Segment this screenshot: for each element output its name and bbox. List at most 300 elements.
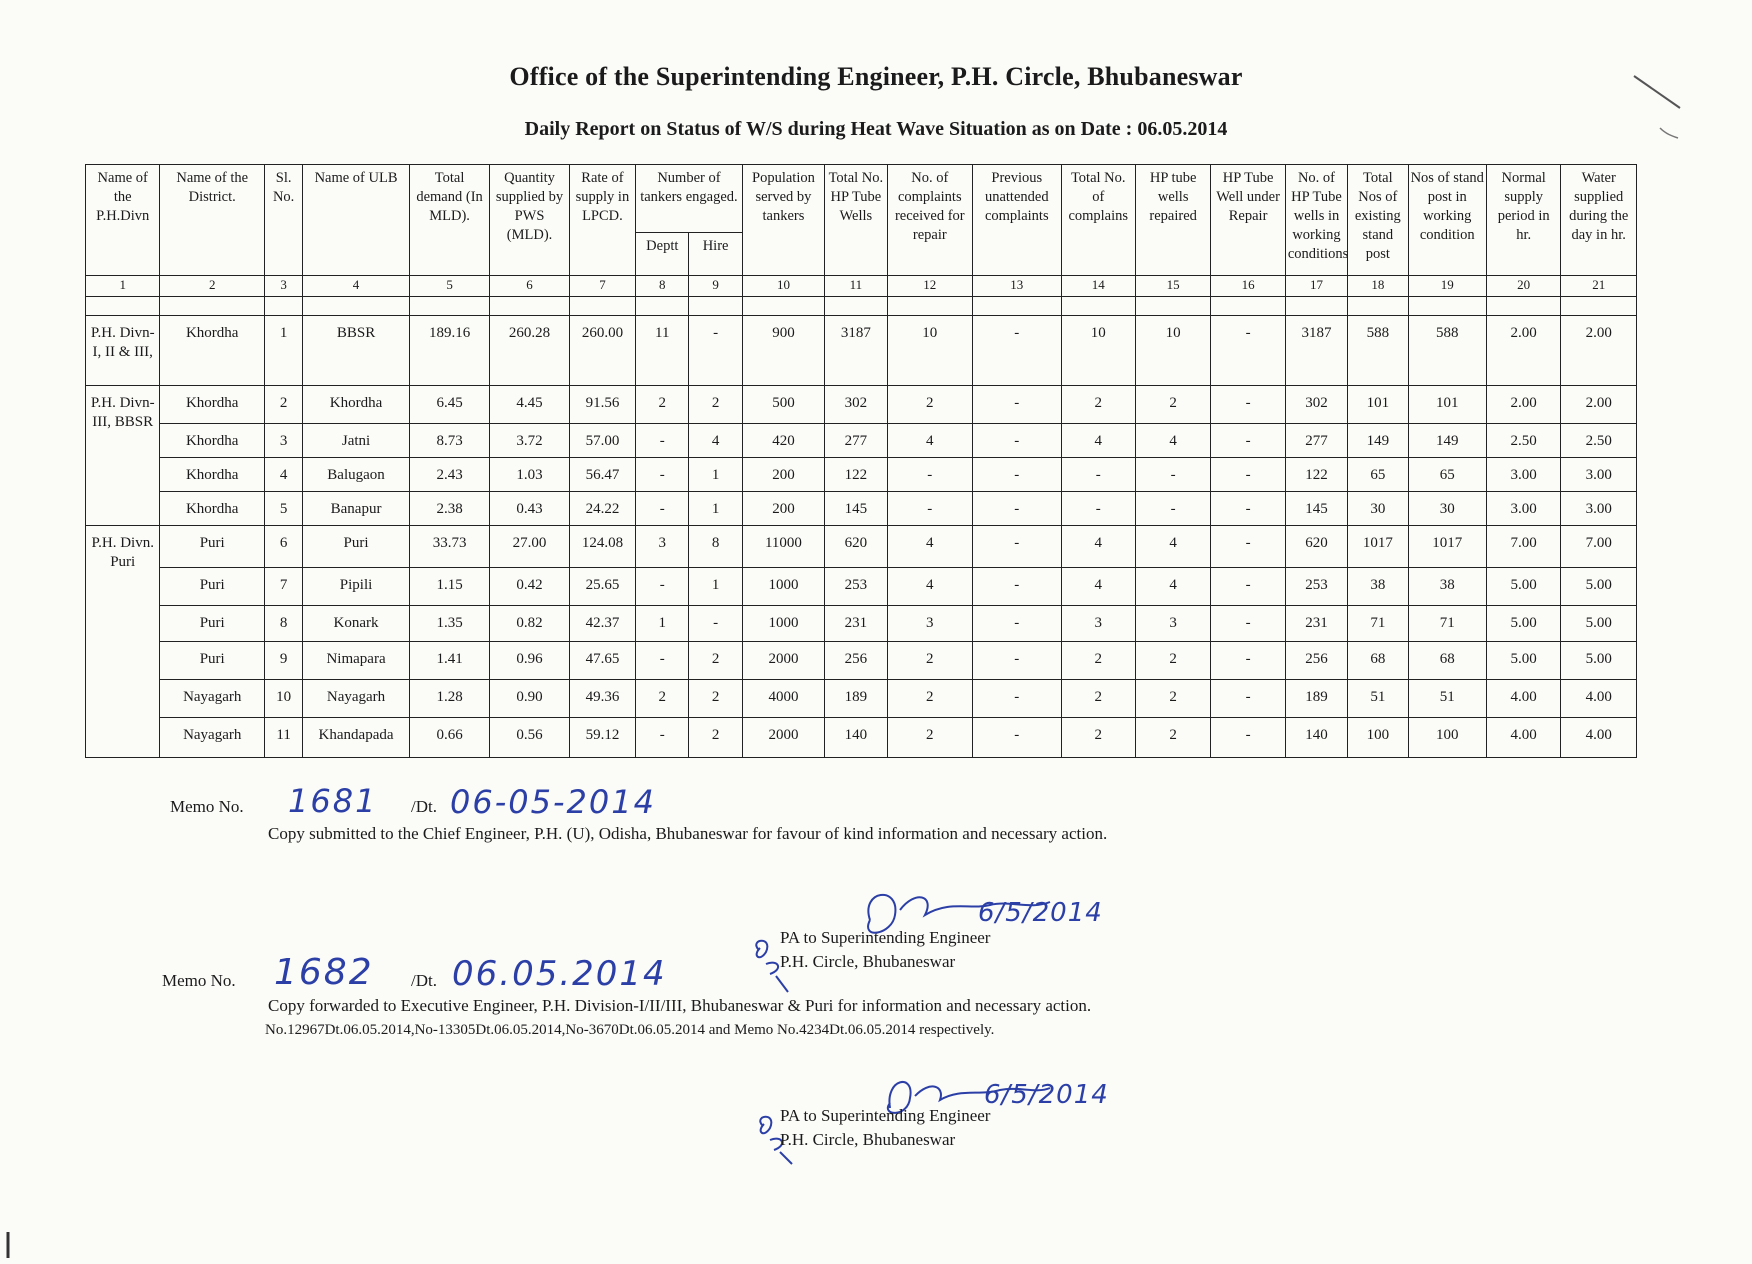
table-cell: - [973,606,1062,642]
table-cell: Nayagarh [303,680,410,718]
table-cell: 149 [1408,424,1486,458]
table-cell: - [887,458,972,492]
table-cell: 3.72 [490,424,569,458]
table-cell: - [1211,718,1285,758]
table-cell: 2.00 [1486,316,1560,386]
header-stand-post-total: Total Nos of existing stand post [1348,165,1408,276]
signature1-line2: P.H. Circle, Bhubaneswar [780,952,956,971]
blank-cell [490,297,569,316]
blank-cell [887,297,972,316]
table-cell: - [1211,680,1285,718]
signature1-block [780,926,990,974]
table-cell: - [973,424,1062,458]
table-cell: 124.08 [569,526,635,568]
table-cell: Banapur [303,492,410,526]
report-title: Office of the Superintending Engineer, P.H. Circle, Bhubaneswar [509,62,1243,91]
table-cell: 4.00 [1486,680,1560,718]
column-number: 11 [825,276,887,297]
table-cell: 0.82 [490,606,569,642]
table-cell: 145 [825,492,887,526]
table-row [86,386,1637,424]
signature2-line2: P.H. Circle, Bhubaneswar [780,1130,956,1149]
table-cell: 30 [1348,492,1408,526]
table-row [86,458,1637,492]
table-cell: - [1211,316,1285,386]
table-cell: 1000 [742,568,824,606]
table-cell: 2.50 [1561,424,1637,458]
table-cell: 2 [689,718,742,758]
table-cell: 65 [1408,458,1486,492]
table-cell: 2.00 [1561,386,1637,424]
table-cell: 2 [1135,718,1210,758]
table-cell: - [973,642,1062,680]
column-number: 6 [490,276,569,297]
table-cell: Khordha [160,458,265,492]
table-cell: 149 [1348,424,1408,458]
column-number: 17 [1285,276,1347,297]
table-cell: 189.16 [409,316,489,386]
table-cell: - [973,316,1062,386]
column-number: 2 [160,276,265,297]
table-cell: 2 [1061,642,1135,680]
table-cell: 1017 [1348,526,1408,568]
header-hp-repaired: HP tube wells repaired [1135,165,1210,276]
table-cell: 24.22 [569,492,635,526]
table-cell: 189 [1285,680,1347,718]
table-row [86,680,1637,718]
table-cell: 6 [265,526,303,568]
header-stand-post-working: Nos of stand post in working condition [1408,165,1486,276]
table-cell: 51 [1408,680,1486,718]
table-cell: - [636,458,689,492]
table-cell: 2 [689,680,742,718]
header-total-complains: Total No. of complains [1061,165,1135,276]
table-cell: Khordha [160,386,265,424]
table-cell: Pipili [303,568,410,606]
table-cell: 256 [825,642,887,680]
memo1-text: Copy submitted to the Chief Engineer, P.H. (U), Odisha, Bhubaneswar for favour of kind information and necessary action. [268,824,1108,843]
table-row [86,718,1637,758]
table-cell: 231 [1285,606,1347,642]
table-cell: 65 [1348,458,1408,492]
column-number: 20 [1486,276,1560,297]
table-cell: 1 [636,606,689,642]
table-cell: 3 [265,424,303,458]
table-cell: 101 [1408,386,1486,424]
table-cell: 253 [1285,568,1347,606]
table-cell: Nimapara [303,642,410,680]
table-cell: Khordha [160,424,265,458]
table-cell: 260.00 [569,316,635,386]
table-cell: 56.47 [569,458,635,492]
blank-cell [265,297,303,316]
table-cell: - [1061,458,1135,492]
table-cell: - [973,680,1062,718]
table-cell: - [1211,642,1285,680]
table-cell: 100 [1348,718,1408,758]
blank-cell [825,297,887,316]
column-number: 4 [303,276,410,297]
table-cell: 3 [887,606,972,642]
header-tankers: Number of tankers engaged. [636,165,743,233]
signature1-date: 6/5/2014 [978,898,1103,928]
table-cell: - [689,316,742,386]
table-cell: - [636,424,689,458]
column-number: 3 [265,276,303,297]
column-number: 15 [1135,276,1210,297]
table-cell: 140 [1285,718,1347,758]
table-cell: Jatni [303,424,410,458]
table-cell: 5.00 [1561,606,1637,642]
table-cell: 27.00 [490,526,569,568]
column-number: 8 [636,276,689,297]
signature1-line1: PA to Superintending Engineer [780,928,991,947]
table-cell: Khordha [160,316,265,386]
table-cell: 4.45 [490,386,569,424]
table-cell: - [1211,458,1285,492]
table-cell: 59.12 [569,718,635,758]
memo1-date-prefix: /Dt. [411,797,437,816]
table-cell: 7.00 [1486,526,1560,568]
memo2-date-prefix: /Dt. [411,971,437,990]
column-number: 14 [1061,276,1135,297]
table-cell: 49.36 [569,680,635,718]
table-cell: 4 [1061,424,1135,458]
table-cell: 5.00 [1486,606,1560,642]
table-cell: 4 [887,526,972,568]
memo2-date: 06.05.2014 [452,954,667,994]
table-cell: 1.28 [409,680,489,718]
table-cell: 10 [1061,316,1135,386]
table-cell: 4 [887,568,972,606]
table-cell: - [636,718,689,758]
blank-cell [86,297,160,316]
table-cell: 4.00 [1561,680,1637,718]
header-hp-working: No. of HP Tube wells in working conditions [1285,165,1347,276]
table-cell: 2 [1061,386,1135,424]
column-number: 7 [569,276,635,297]
blank-cell [636,297,689,316]
table-cell: - [973,568,1062,606]
table-row [86,316,1637,386]
table-cell: 900 [742,316,824,386]
blank-cell [1211,297,1285,316]
table-cell: 4 [1135,526,1210,568]
table-cell: 4 [689,424,742,458]
table-cell: 588 [1408,316,1486,386]
table-cell: 2.00 [1486,386,1560,424]
table-cell: 8 [265,606,303,642]
table-cell: 6.45 [409,386,489,424]
header-normal-supply: Normal supply period in hr. [1486,165,1560,276]
table-cell: 122 [825,458,887,492]
table-cell: 5.00 [1486,568,1560,606]
table-cell: 2 [887,718,972,758]
table-cell: 2 [1135,680,1210,718]
table-cell: 277 [825,424,887,458]
table-cell: 3187 [825,316,887,386]
table-cell: 38 [1408,568,1486,606]
blank-cell [742,297,824,316]
column-number: 5 [409,276,489,297]
table-cell: 3187 [1285,316,1347,386]
memo2-text: Copy forwarded to Executive Engineer, P.H. Division-I/II/III, Bhubaneswar & Puri for information and necessary action. [268,996,1092,1015]
table-cell: 2000 [742,718,824,758]
table-cell: 1 [689,492,742,526]
table-cell: 57.00 [569,424,635,458]
table-cell: 5.00 [1486,642,1560,680]
table-cell: 68 [1348,642,1408,680]
table-cell: - [973,386,1062,424]
table-cell: 1 [689,568,742,606]
header-rate-of-supply: Rate of supply in LPCD. [569,165,635,276]
column-number: 19 [1408,276,1486,297]
column-number: 16 [1211,276,1285,297]
blank-cell [569,297,635,316]
table-cell: 100 [1408,718,1486,758]
header-quantity-supplied: Quantity supplied by PWS (MLD). [490,165,569,276]
table-cell: - [973,492,1062,526]
table-cell: 2 [265,386,303,424]
table-cell: 7.00 [1561,526,1637,568]
table-cell: Nayagarh [160,680,265,718]
column-number: 18 [1348,276,1408,297]
table-cell: Khandapada [303,718,410,758]
table-cell: 4 [887,424,972,458]
table-row [86,526,1637,568]
memo2-refs: No.12967Dt.06.05.2014,No-13305Dt.06.05.2014,No-3670Dt.06.05.2014 and Memo No.4234Dt.06.05.2014 respectively. [265,1022,995,1038]
table-cell: 8 [689,526,742,568]
table-cell: - [1061,492,1135,526]
table-cell: 302 [825,386,887,424]
table-cell: 47.65 [569,642,635,680]
table-cell: 8.73 [409,424,489,458]
table-cell: 420 [742,424,824,458]
table-cell: Nayagarh [160,718,265,758]
table-cell: 1 [265,316,303,386]
header-complaints-received: No. of complaints received for repair [887,165,972,276]
table-cell: BBSR [303,316,410,386]
table-cell: 5.00 [1561,568,1637,606]
table-cell: 30 [1408,492,1486,526]
header-total-hp: Total No. HP Tube Wells [825,165,887,276]
header-divn: Name of the P.H.Divn [86,165,160,276]
table-cell: 2 [1061,680,1135,718]
table-cell: 2 [689,642,742,680]
table-cell: 38 [1348,568,1408,606]
column-number-row [86,276,1637,297]
column-number: 9 [689,276,742,297]
table-cell: 4 [1135,424,1210,458]
table-cell: 4 [265,458,303,492]
division-cell: P.H. Divn. Puri [86,526,160,758]
table-cell: - [1211,606,1285,642]
table-cell: 256 [1285,642,1347,680]
header-hp-under-repair: HP Tube Well under Repair [1211,165,1285,276]
table-cell: Balugaon [303,458,410,492]
blank-cell [1285,297,1347,316]
signature2-line1: PA to Superintending Engineer [780,1106,991,1125]
column-number: 13 [973,276,1062,297]
table-cell: 71 [1348,606,1408,642]
division-cell: P.H. Divn-III, BBSR [86,386,160,526]
table-cell: Puri [160,568,265,606]
table-cell: 51 [1348,680,1408,718]
table-cell: 11 [265,718,303,758]
signature2-block [780,1104,990,1152]
memo1-number: 1681 [288,782,378,820]
table-row [86,492,1637,526]
header-sl-no: Sl. No. [265,165,303,276]
table-cell: - [1211,424,1285,458]
table-cell: 1.35 [409,606,489,642]
header-total-demand: Total demand (In MLD). [409,165,489,276]
table-cell: 189 [825,680,887,718]
table-cell: 4000 [742,680,824,718]
table-cell: 3.00 [1486,458,1560,492]
header-population: Population served by tankers [742,165,824,276]
memo2-label: Memo No. [162,971,236,990]
table-cell: 10 [1135,316,1210,386]
table-cell: 500 [742,386,824,424]
table-cell: 2.50 [1486,424,1560,458]
table-cell: 2 [1135,386,1210,424]
table-cell: - [636,568,689,606]
division-cell: P.H. Divn-I, II & III, [86,316,160,386]
table-cell: 2 [887,642,972,680]
table-cell: 277 [1285,424,1347,458]
blank-cell [1348,297,1408,316]
blank-cell [1486,297,1560,316]
table-cell: - [973,718,1062,758]
table-cell: 3.00 [1561,458,1637,492]
table-cell: 2 [1061,718,1135,758]
table-cell: 260.28 [490,316,569,386]
table-cell: 33.73 [409,526,489,568]
blank-cell [1135,297,1210,316]
memo2-number: 1682 [274,952,374,993]
column-number: 12 [887,276,972,297]
header-water-supplied: Water supplied during the day in hr. [1561,165,1637,276]
table-row [86,642,1637,680]
table-cell: 588 [1348,316,1408,386]
table-cell: 2.43 [409,458,489,492]
column-number: 10 [742,276,824,297]
table-cell: 9 [265,642,303,680]
table-cell: 3 [1061,606,1135,642]
table-cell: 620 [825,526,887,568]
table-cell: 0.56 [490,718,569,758]
table-cell: 68 [1408,642,1486,680]
memo1-date: 06-05-2014 [450,783,656,821]
table-cell: 302 [1285,386,1347,424]
table-cell: 0.66 [409,718,489,758]
table-cell: - [1211,568,1285,606]
table-cell: 71 [1408,606,1486,642]
table-cell: 140 [825,718,887,758]
blank-cell [1561,297,1637,316]
table-cell: - [887,492,972,526]
table-cell: 4.00 [1561,718,1637,758]
table-cell: 2 [636,680,689,718]
report-subtitle: Daily Report on Status of W/S during Heat Wave Situation as on Date : 06.05.2014 [524,118,1228,140]
blank-row [86,297,1637,316]
table-cell: Puri [160,642,265,680]
table-cell: Puri [303,526,410,568]
table-cell: 7 [265,568,303,606]
table-cell: 3 [1135,606,1210,642]
header-ulb: Name of ULB [303,165,410,276]
table-cell: 2 [887,680,972,718]
column-number: 1 [86,276,160,297]
table-cell: 11000 [742,526,824,568]
table-cell: - [689,606,742,642]
blank-cell [1408,297,1486,316]
table-row [86,424,1637,458]
table-cell: 10 [265,680,303,718]
table-cell: 2 [887,386,972,424]
blank-cell [303,297,410,316]
table-cell: - [1211,386,1285,424]
table-cell: 0.90 [490,680,569,718]
status-table [85,164,1637,758]
table-cell: - [1211,526,1285,568]
table-cell: Khordha [303,386,410,424]
blank-cell [160,297,265,316]
table-cell: 91.56 [569,386,635,424]
table-cell: 1 [689,458,742,492]
table-cell: 4 [1135,568,1210,606]
table-cell: - [1135,458,1210,492]
table-cell: 11 [636,316,689,386]
table-cell: Puri [160,526,265,568]
table-cell: 253 [825,568,887,606]
table-cell: 122 [1285,458,1347,492]
table-cell: 10 [887,316,972,386]
table-cell: 0.43 [490,492,569,526]
table-cell: 231 [825,606,887,642]
table-cell: 2 [636,386,689,424]
table-cell: - [636,642,689,680]
table-cell: 42.37 [569,606,635,642]
table-cell: 0.42 [490,568,569,606]
table-cell: 3 [636,526,689,568]
table-cell: 1017 [1408,526,1486,568]
table-cell: 1.15 [409,568,489,606]
scan-mark-bottom-left [0,1228,20,1264]
table-cell: 1.41 [409,642,489,680]
table-cell: 25.65 [569,568,635,606]
table-cell: Puri [160,606,265,642]
table-cell: 101 [1348,386,1408,424]
table-row [86,568,1637,606]
table-cell: 2000 [742,642,824,680]
table-cell: 1.03 [490,458,569,492]
table-cell: - [1211,492,1285,526]
header-district: Name of the District. [160,165,265,276]
table-cell: 200 [742,492,824,526]
table-row [86,606,1637,642]
table-cell: 5 [265,492,303,526]
table-cell: 2 [1135,642,1210,680]
table-cell: 1000 [742,606,824,642]
memo1-label: Memo No. [170,797,244,816]
table-cell: 145 [1285,492,1347,526]
table-cell: 0.96 [490,642,569,680]
header-deptt: Deptt [636,233,689,276]
table-cell: 4.00 [1486,718,1560,758]
table-cell: - [1135,492,1210,526]
